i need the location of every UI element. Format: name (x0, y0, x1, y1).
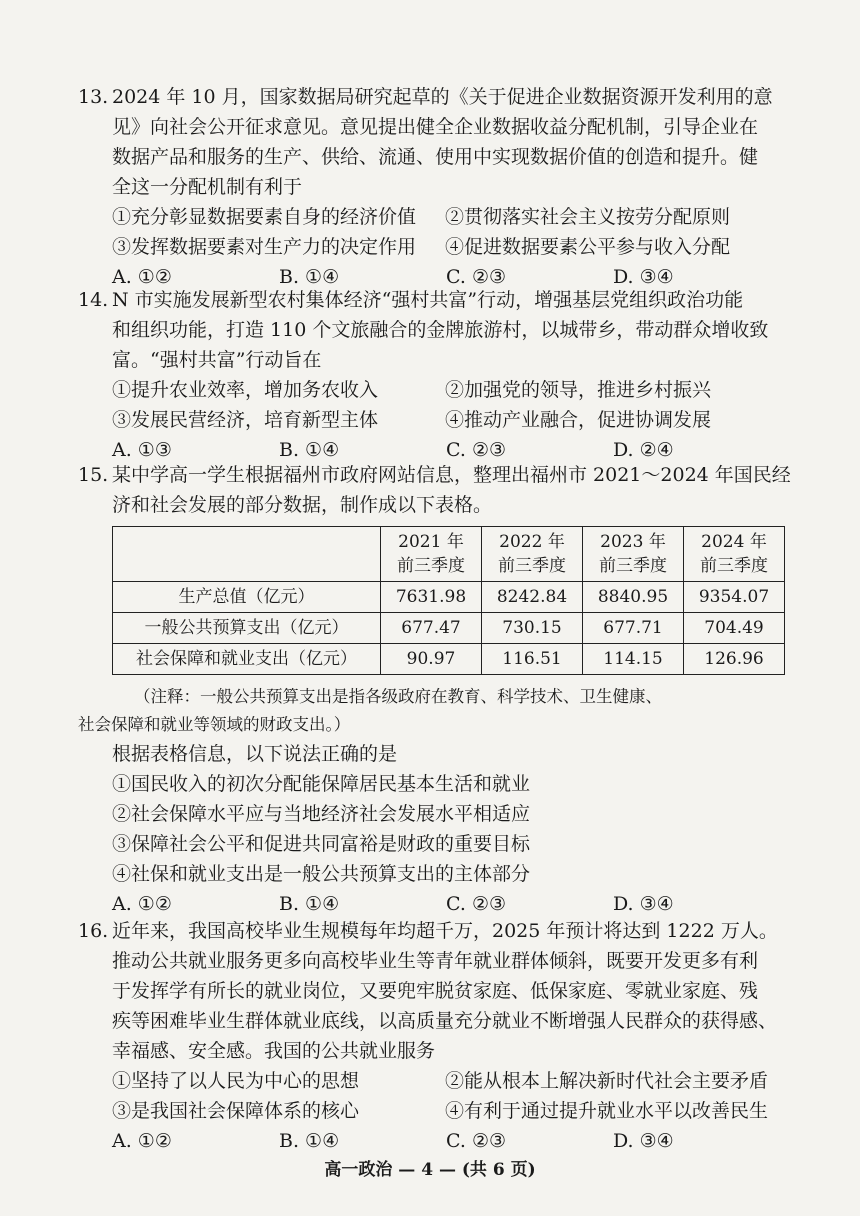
table-cell: 8242.84 (482, 582, 583, 613)
option-item: ①坚持了以人民为中心的思想 (112, 1070, 360, 1092)
question-text-line: 某中学高一学生根据福州市政府网站信息，整理出福州市 2021～2024 年国民经 (112, 464, 791, 486)
table-header-cell: 2024 年 前三季度 (684, 527, 785, 582)
data-table (112, 526, 785, 675)
option-item: ①提升农业效率，增加务农收入 (112, 379, 379, 401)
question-text-line: 疾等困难毕业生群体就业底线，以高质量充分就业不断增强人民群众的获得感、 (112, 1010, 778, 1032)
question-text-line: 近年来，我国高校毕业生规模每年均超千万，2025 年预计将达到 1222 万人。 (112, 920, 778, 942)
table-row (113, 613, 785, 644)
table-row-label: 一般公共预算支出（亿元） (113, 613, 381, 644)
question-14 (78, 285, 793, 465)
question-number: 16. (78, 920, 109, 942)
table-header-empty (113, 527, 381, 582)
table-row-label: 生产总值（亿元） (113, 582, 381, 613)
choice-a: A. ①② (112, 893, 172, 915)
option-item: ④社保和就业支出是一般公共预算支出的主体部分 (112, 863, 531, 885)
question-text-line: 推动公共就业服务更多向高校毕业生等青年就业群体倾斜，既要开发更多有利 (112, 950, 759, 972)
table-cell: 730.15 (482, 613, 583, 644)
table-header-cell: 2022 年 前三季度 (482, 527, 583, 582)
table-row (113, 582, 785, 613)
choice-a: A. ①② (112, 266, 172, 288)
question-text-line: 全这一分配机制有利于 (112, 176, 303, 198)
table-header-row (113, 527, 785, 582)
question-text-line: 和组织功能，打造 110 个文旅融合的金牌旅游村，以城带乡，带动群众增收致 (112, 319, 769, 341)
option-row (112, 202, 793, 232)
choice-c: C. ②③ (446, 266, 507, 288)
option-item: ①国民收入的初次分配能保障居民基本生活和就业 (112, 773, 531, 795)
choice-row (112, 889, 793, 919)
question-text-line: 富。“强村共富”行动旨在 (112, 349, 322, 371)
option-item: ①充分彰显数据要素自身的经济价值 (112, 206, 417, 228)
question-text-line: 2024 年 10 月，国家数据局研究起草的《关于促进企业数据资源开发利用的意 (112, 86, 773, 108)
table-row (113, 644, 785, 675)
option-item: ②社会保障水平应与当地经济社会发展水平相适应 (112, 803, 531, 825)
note-line: 社会保障和就业等领域的财政支出。） (78, 715, 351, 734)
option-item: ②能从根本上解决新时代社会主要矛盾 (445, 1070, 769, 1092)
page-footer: 高一政治 — 4 — (共 6 页) (324, 1160, 536, 1180)
question-text-line: N 市实施发展新型农村集体经济“强村共富”行动，增强基层党组织政治功能 (112, 289, 744, 311)
question-number: 13. (78, 86, 109, 108)
option-item: ③发挥数据要素对生产力的决定作用 (112, 236, 417, 258)
table-row-label: 社会保障和就业支出（亿元） (113, 644, 381, 675)
table-cell: 9354.07 (684, 582, 785, 613)
choice-d: D. ②④ (613, 439, 674, 461)
choice-b: B. ①④ (279, 439, 340, 461)
choice-c: C. ②③ (446, 1130, 507, 1152)
question-number: 15. (78, 464, 109, 486)
choice-d: D. ③④ (613, 266, 674, 288)
choice-b: B. ①④ (279, 893, 340, 915)
table-cell: 116.51 (482, 644, 583, 675)
option-item: ③保障社会公平和促进共同富裕是财政的重要目标 (112, 833, 531, 855)
option-item: ④推动产业融合，促进协调发展 (445, 409, 712, 431)
choice-c: C. ②③ (446, 439, 507, 461)
option-row (112, 405, 793, 435)
question-16 (78, 916, 793, 1156)
question-text-line: 济和社会发展的部分数据，制作成以下表格。 (112, 494, 493, 516)
option-item: ④促进数据要素公平参与收入分配 (445, 236, 731, 258)
option-row (112, 1096, 793, 1126)
choice-a: A. ①③ (112, 439, 172, 461)
choice-b: B. ①④ (279, 266, 340, 288)
question-text-line: 见》向社会公开征求意见。意见提出健全企业数据收益分配机制，引导企业在 (112, 116, 759, 138)
option-row (112, 375, 793, 405)
table-note (78, 683, 793, 739)
choice-row (112, 1126, 793, 1156)
table-header-cell: 2023 年 前三季度 (583, 527, 684, 582)
choice-d: D. ③④ (613, 1130, 674, 1152)
table-cell: 90.97 (381, 644, 482, 675)
table-header-cell: 2021 年 前三季度 (381, 527, 482, 582)
question-number: 14. (78, 289, 109, 311)
option-item: ③发展民营经济，培育新型主体 (112, 409, 379, 431)
choice-c: C. ②③ (446, 893, 507, 915)
choice-d: D. ③④ (613, 893, 674, 915)
table-cell: 7631.98 (381, 582, 482, 613)
option-row (112, 1066, 793, 1096)
question-15 (78, 460, 793, 919)
question-text-line: 幸福感、安全感。我国的公共就业服务 (112, 1040, 436, 1062)
question-text-line: 于发挥学有所长的就业岗位，又要兜牢脱贫家庭、低保家庭、零就业家庭、残 (112, 980, 759, 1002)
question-stem: 根据表格信息，以下说法正确的是 (112, 743, 398, 765)
table-cell: 114.15 (583, 644, 684, 675)
table-cell: 8840.95 (583, 582, 684, 613)
option-item: ③是我国社会保障体系的核心 (112, 1100, 360, 1122)
option-item: ②贯彻落实社会主义按劳分配原则 (445, 206, 731, 228)
choice-b: B. ①④ (279, 1130, 340, 1152)
table-cell: 677.71 (583, 613, 684, 644)
table-cell: 677.47 (381, 613, 482, 644)
question-text-line: 数据产品和服务的生产、供给、流通、使用中实现数据价值的创造和提升。健 (112, 146, 759, 168)
table-cell: 704.49 (684, 613, 785, 644)
option-item: ④有利于通过提升就业水平以改善民生 (445, 1100, 769, 1122)
option-row (112, 232, 793, 262)
option-item: ②加强党的领导，推进乡村振兴 (445, 379, 712, 401)
question-13 (78, 82, 793, 292)
choice-a: A. ①② (112, 1130, 172, 1152)
table-cell: 126.96 (684, 644, 785, 675)
note-line: （注释：一般公共预算支出是指各级政府在教育、科学技术、卫生健康、 (134, 687, 662, 706)
